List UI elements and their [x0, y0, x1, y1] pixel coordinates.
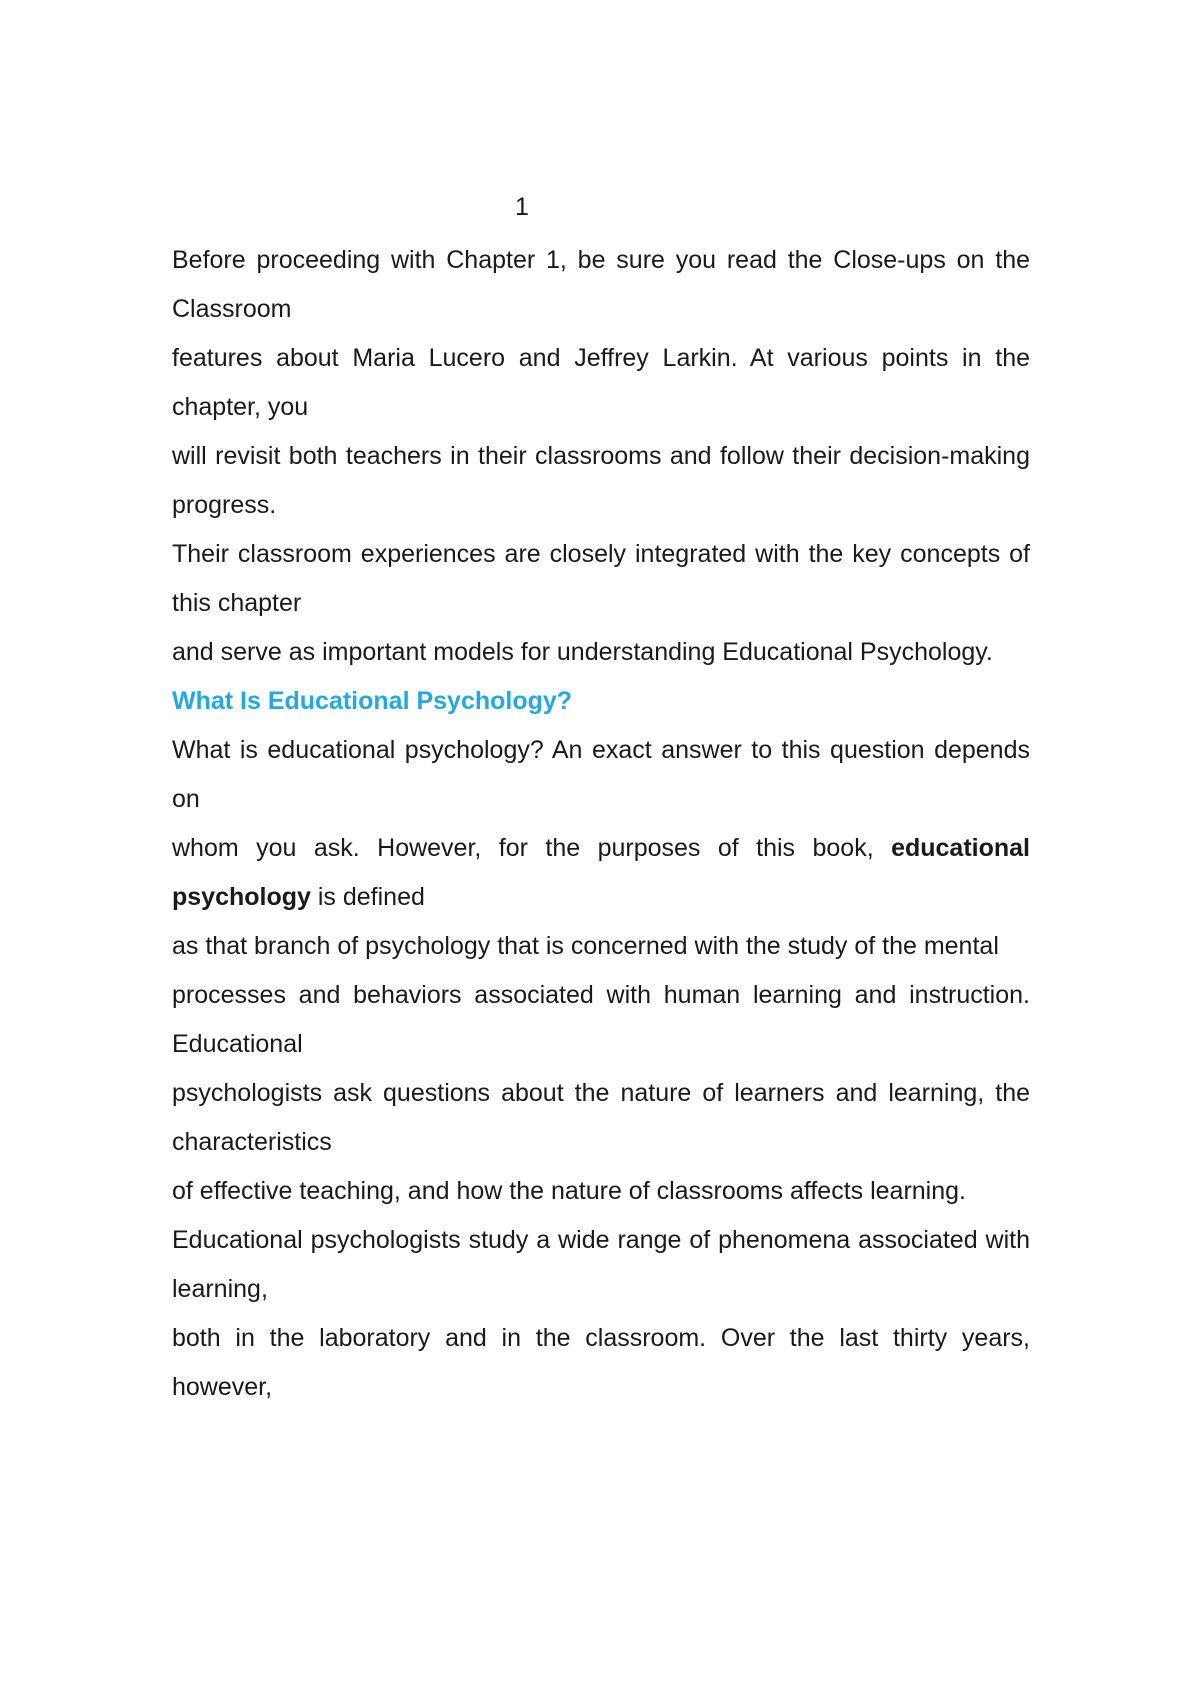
- paragraph: processes and behaviors associated with human learning and instruction. Educational: [172, 981, 1030, 1058]
- document-body: [172, 236, 1030, 1412]
- definition-paragraph: [172, 824, 1030, 922]
- paragraph: psychologists ask questions about the nature of learners and learning, the characteristics: [172, 1079, 1030, 1156]
- paragraph: and serve as important models for understanding Educational Psychology.: [172, 638, 993, 666]
- paragraph: as that branch of psychology that is concerned with the study of the mental: [172, 932, 999, 960]
- paragraph: will revisit both teachers in their classrooms and follow their decision-making progress.: [172, 442, 1030, 519]
- paragraph: both in the laboratory and in the classroom. Over the last thirty years, however,: [172, 1324, 1030, 1401]
- page-number: 1: [515, 193, 529, 221]
- paragraph: features about Maria Lucero and Jeffrey Larkin. At various points in the chapter, you: [172, 344, 1030, 421]
- paragraph: Educational psychologists study a wide range of phenomena associated with learning,: [172, 1226, 1030, 1303]
- section-heading: What Is Educational Psychology?: [172, 687, 573, 715]
- paragraph: Before proceeding with Chapter 1, be sure you read the Close-ups on the Classroom: [172, 246, 1030, 323]
- definition-text-before: whom you ask. However, for the purposes of this book,: [172, 834, 892, 862]
- definition-text-after: is defined: [310, 883, 425, 911]
- paragraph: of effective teaching, and how the nature of classrooms affects learning.: [172, 1177, 966, 1205]
- paragraph: Their classroom experiences are closely integrated with the key concepts of this chapter: [172, 540, 1030, 617]
- defined-term: educational psychology: [172, 834, 1030, 911]
- paragraph: What is educational psychology? An exact answer to this question depends on: [172, 736, 1030, 813]
